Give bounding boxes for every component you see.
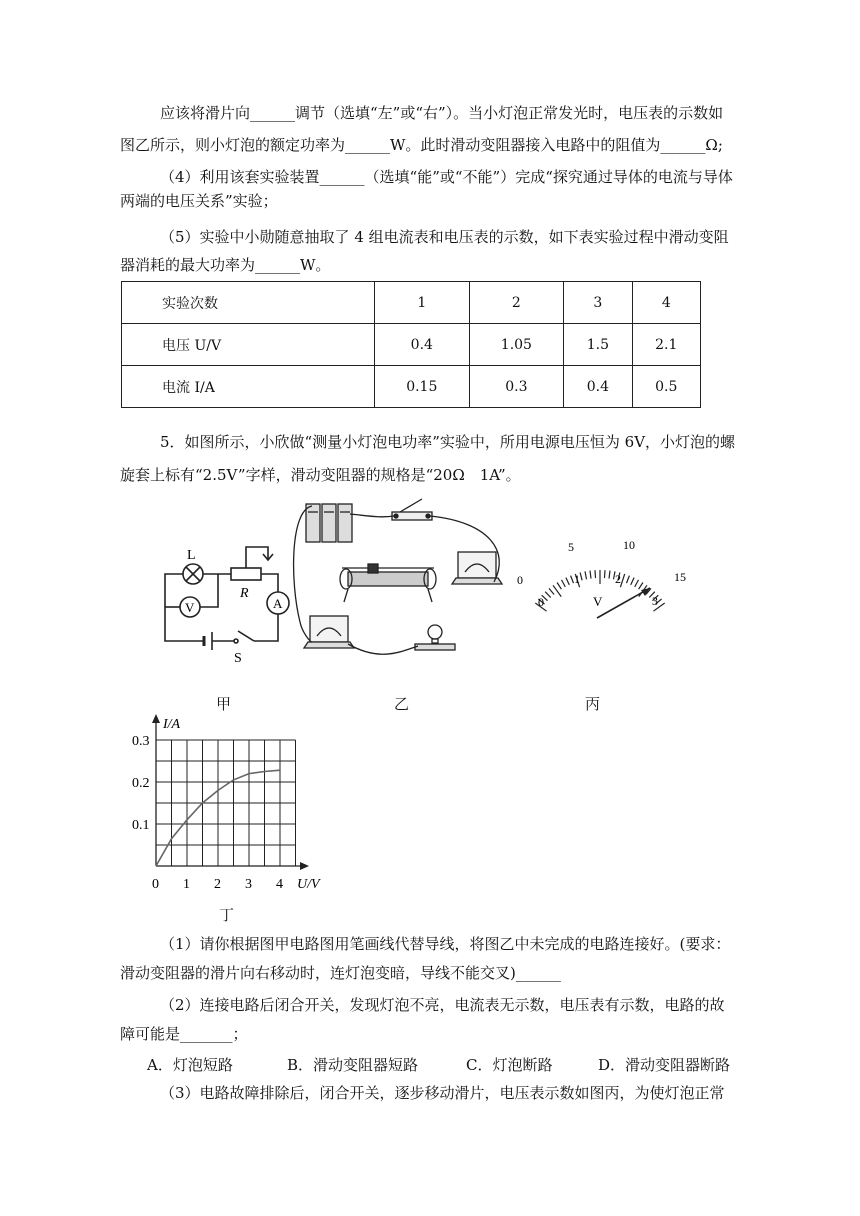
ammeter-device-icon (304, 616, 354, 648)
table-row (122, 366, 701, 408)
table-row (122, 282, 701, 324)
table-cell: 0.15 (375, 366, 470, 408)
figure-caption-bing: 丙 (585, 695, 601, 713)
question-2-line: （2）连接电路后闭合开关，发现灯泡不亮，电流表无示数，电压表有示数，电路的故 (160, 996, 725, 1014)
table-row (122, 324, 701, 366)
rheostat-icon (340, 564, 436, 602)
y-tick-label: 0.1 (132, 818, 150, 833)
dial-tick (609, 571, 610, 579)
lamp-label: L (187, 548, 196, 563)
dial-tick (635, 580, 639, 587)
dial-tick (557, 583, 561, 590)
table-cell: 2.1 (632, 324, 700, 366)
dial-tick (562, 580, 566, 587)
option-b: B．滑动变阻器短路 (287, 1056, 419, 1074)
dial-tick (566, 578, 569, 585)
dial-bottom-label: 1 (574, 572, 580, 586)
dial-tick (585, 571, 587, 579)
question-5-line: 器消耗的最大功率为______W。 (120, 256, 331, 274)
table-cell: 3 (564, 282, 632, 324)
table-cell: 1.05 (469, 324, 564, 366)
text-line: 图乙所示，则小灯泡的额定功率为______W。此时滑动变阻器接入电路中的阻值为______Ω; (120, 136, 723, 154)
dial-top-label: 10 (623, 538, 635, 552)
voltmeter-symbol-label: V (185, 600, 195, 615)
dial-tick (590, 571, 591, 579)
table-cell: 电压 U/V (122, 324, 375, 366)
dial-pointer (597, 588, 650, 618)
iu-graph (125, 712, 340, 892)
table-cell: 0.5 (632, 366, 700, 408)
dial-top-label: 0 (517, 573, 523, 587)
table-cell: 4 (632, 282, 700, 324)
dial-tick (545, 592, 551, 598)
figure-caption-jia: 甲 (216, 695, 232, 713)
dial-bottom-label: 3 (652, 594, 658, 608)
bulb-icon (415, 625, 455, 650)
resistor-label: R (240, 586, 249, 601)
dial-tick (595, 570, 596, 578)
x-tick-label: 2 (214, 877, 221, 892)
x-axis-label: U/V (297, 877, 320, 892)
option-c: C．灯泡断路 (466, 1056, 553, 1074)
dial-tick (549, 588, 554, 594)
option-d: D．滑动变阻器断路 (598, 1056, 731, 1074)
voltmeter-dial (505, 532, 695, 622)
x-tick-label: 4 (276, 877, 283, 892)
question-1-line: （1）请你根据图甲电路图用笔画线代替导线，将图乙中未完成的电路连接好。(要求： (160, 935, 731, 953)
y-axis-arrow (152, 714, 160, 723)
battery-pack-icon (306, 504, 352, 542)
dial-tick (605, 570, 606, 578)
question-3-line: （3）电路故障排除后，闭合开关，逐步移动滑片，电压表示数如图丙，为使灯泡正常 (160, 1084, 725, 1102)
dial-tick (631, 578, 634, 585)
dial-tick (627, 576, 630, 584)
y-tick-label: 0.3 (132, 734, 150, 749)
table-cell: 0.4 (564, 366, 632, 408)
table-cell: 1.5 (564, 324, 632, 366)
question-2-line: 障可能是_______； (120, 1025, 248, 1043)
dial-top-label: 5 (568, 540, 574, 554)
apparatus-figure (290, 492, 515, 667)
dial-unit: V (593, 594, 603, 609)
text-line: 应该将滑片向______调节（选填“左”或“右”）。当小灯泡正常发光时，电压表的示数如 (160, 104, 724, 122)
dial-bottom-label: 0 (538, 595, 544, 609)
switch-icon (392, 499, 432, 520)
y-axis-label: I/A (163, 717, 181, 732)
table-cell: 实验次数 (122, 282, 375, 324)
question-1-line: 滑动变阻器的滑片向右移动时，连灯泡变暗，导线不能交叉)______ (120, 964, 561, 982)
dial-tick (580, 573, 582, 581)
question-4-line: 两端的电压关系”实验； (120, 192, 278, 210)
x-tick-label: 1 (183, 877, 190, 892)
dial-bottom-label: 2 (615, 572, 621, 586)
table-cell: 0.3 (469, 366, 564, 408)
y-tick-label: 0.2 (132, 776, 150, 791)
table-cell: 电流 I/A (122, 366, 375, 408)
figure-caption-ding: 丁 (219, 906, 235, 924)
question-4-line: （4）利用该套实验装置______（选填“能”或“不能”）完成“探究通过导体的电流与导体 (160, 168, 733, 186)
question-5-intro: 5．如图所示，小欣做“测量小灯泡电功率”实验中，所用电源电压恒为 6V，小灯泡的螺 (160, 433, 736, 451)
figure-caption-yi: 乙 (394, 695, 410, 713)
x-tick-label: 3 (245, 877, 252, 892)
table-cell: 1 (375, 282, 470, 324)
question-5-line: （5）实验中小勋随意抽取了 4 组电流表和电压表的示数，如下表实验过程中滑动变阻 (160, 228, 729, 246)
voltmeter-device-icon (452, 552, 502, 584)
ammeter-symbol-label: A (273, 596, 283, 611)
graph-grid (156, 740, 296, 866)
table-cell: 2 (469, 282, 564, 324)
switch-label: S (234, 651, 242, 665)
dial-tick (620, 574, 624, 587)
question-5-intro: 旋套上标有“2.5V”字样，滑动变阻器的规格是“20Ω 1A”。 (120, 466, 521, 484)
option-a: A．灯泡短路 (147, 1056, 233, 1074)
x-tick-label: 0 (152, 877, 159, 892)
dial-tick (639, 583, 643, 590)
circuit-diagram (150, 540, 300, 665)
x-axis-arrow (300, 862, 309, 870)
table-cell: 0.4 (375, 324, 470, 366)
data-table (121, 281, 701, 408)
dial-top-label: 15 (674, 570, 686, 584)
